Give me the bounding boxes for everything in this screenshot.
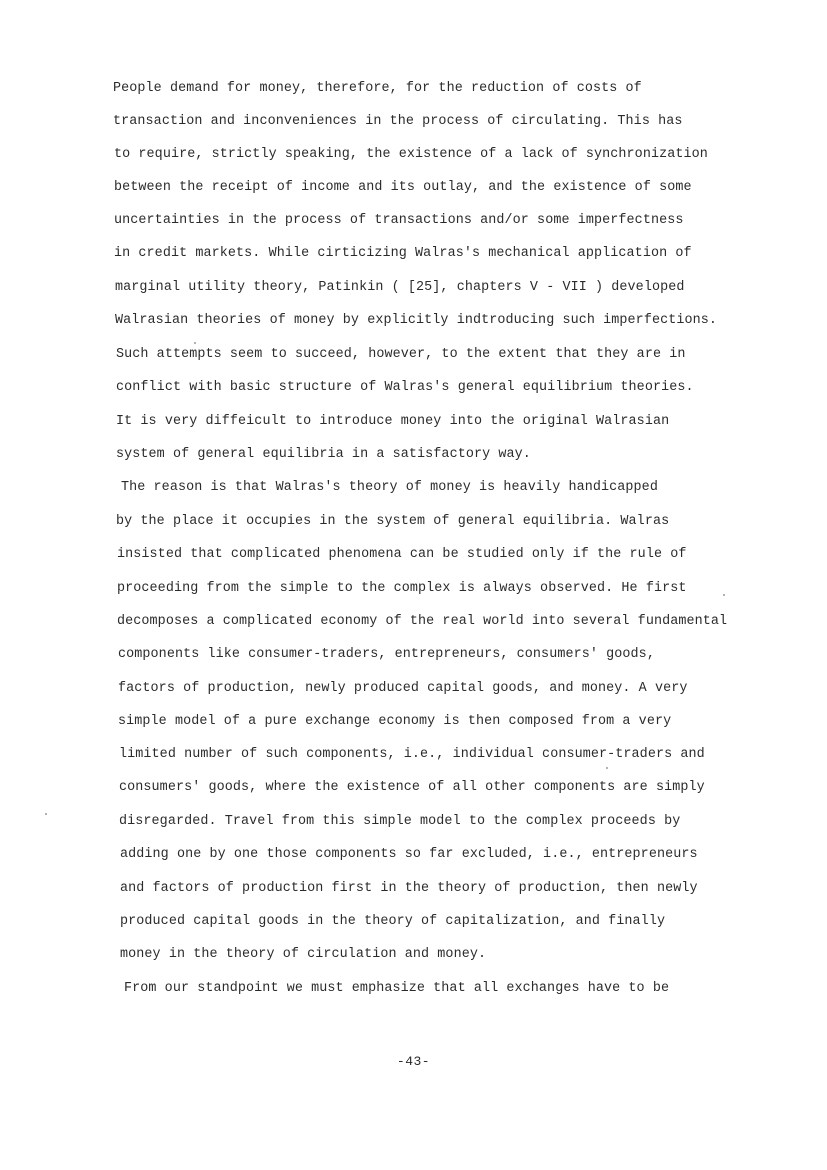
text-line: transaction and inconveniences in the process of circulating. This has	[113, 114, 683, 129]
text-line: factors of production, newly produced capital goods, and money. A very	[118, 681, 688, 696]
text-line: produced capital goods in the theory of capitalization, and finally	[120, 914, 666, 929]
text-line: People demand for money, therefore, for the reduction of costs of	[113, 81, 642, 96]
text-line: disregarded. Travel from this simple model to the complex proceeds by	[119, 814, 681, 829]
scan-speck	[45, 813, 47, 815]
text-line: consumers' goods, where the existence of all other components are simply	[119, 780, 705, 795]
text-line: to require, strictly speaking, the existence of a lack of synchronization	[114, 147, 708, 162]
text-line: The reason is that Walras's theory of money is heavily handicapped	[121, 480, 658, 495]
text-line: by the place it occupies in the system of general equilibria. Walras	[116, 514, 670, 529]
text-line: simple model of a pure exchange economy is then composed from a very	[118, 714, 672, 729]
text-line: Walrasian theories of money by explicitly indtroducing such imperfections.	[115, 313, 718, 328]
text-line: limited number of such components, i.e., individual consumer-traders and	[119, 747, 705, 762]
text-line: Such attempts seem to succeed, however, to the extent that they are in	[116, 347, 686, 362]
text-line: money in the theory of circulation and money.	[120, 947, 487, 962]
page-number: -43-	[396, 1054, 431, 1069]
text-line: in credit markets. While cirticizing Walras's mechanical application of	[114, 246, 692, 261]
text-line: system of general equilibria in a satisfactory way.	[116, 447, 531, 462]
text-line: adding one by one those components so far excluded, i.e., entrepreneurs	[120, 847, 698, 862]
text-line: between the receipt of income and its outlay, and the existence of some	[114, 180, 692, 195]
scan-speck	[606, 767, 608, 769]
text-line: It is very diffeicult to introduce money into the original Walrasian	[116, 414, 670, 429]
scan-speck	[194, 342, 196, 344]
text-line: components like consumer-traders, entrepreneurs, consumers' goods,	[118, 647, 655, 662]
text-line: insisted that complicated phenomena can be studied only if the rule of	[117, 547, 687, 562]
text-line: and factors of production first in the theory of production, then newly	[120, 881, 698, 896]
text-line: conflict with basic structure of Walras's general equilibrium theories.	[116, 380, 694, 395]
text-line: uncertainties in the process of transactions and/or some imperfectness	[114, 213, 684, 228]
text-line: decomposes a complicated economy of the real world into several fundamental	[117, 614, 728, 629]
scan-speck	[723, 594, 725, 596]
text-line: proceeding from the simple to the complex is always observed. He first	[117, 581, 687, 596]
text-line: marginal utility theory, Patinkin ( [25], chapters V - VII ) developed	[115, 280, 685, 295]
text-line: From our standpoint we must emphasize that all exchanges have to be	[124, 981, 670, 996]
